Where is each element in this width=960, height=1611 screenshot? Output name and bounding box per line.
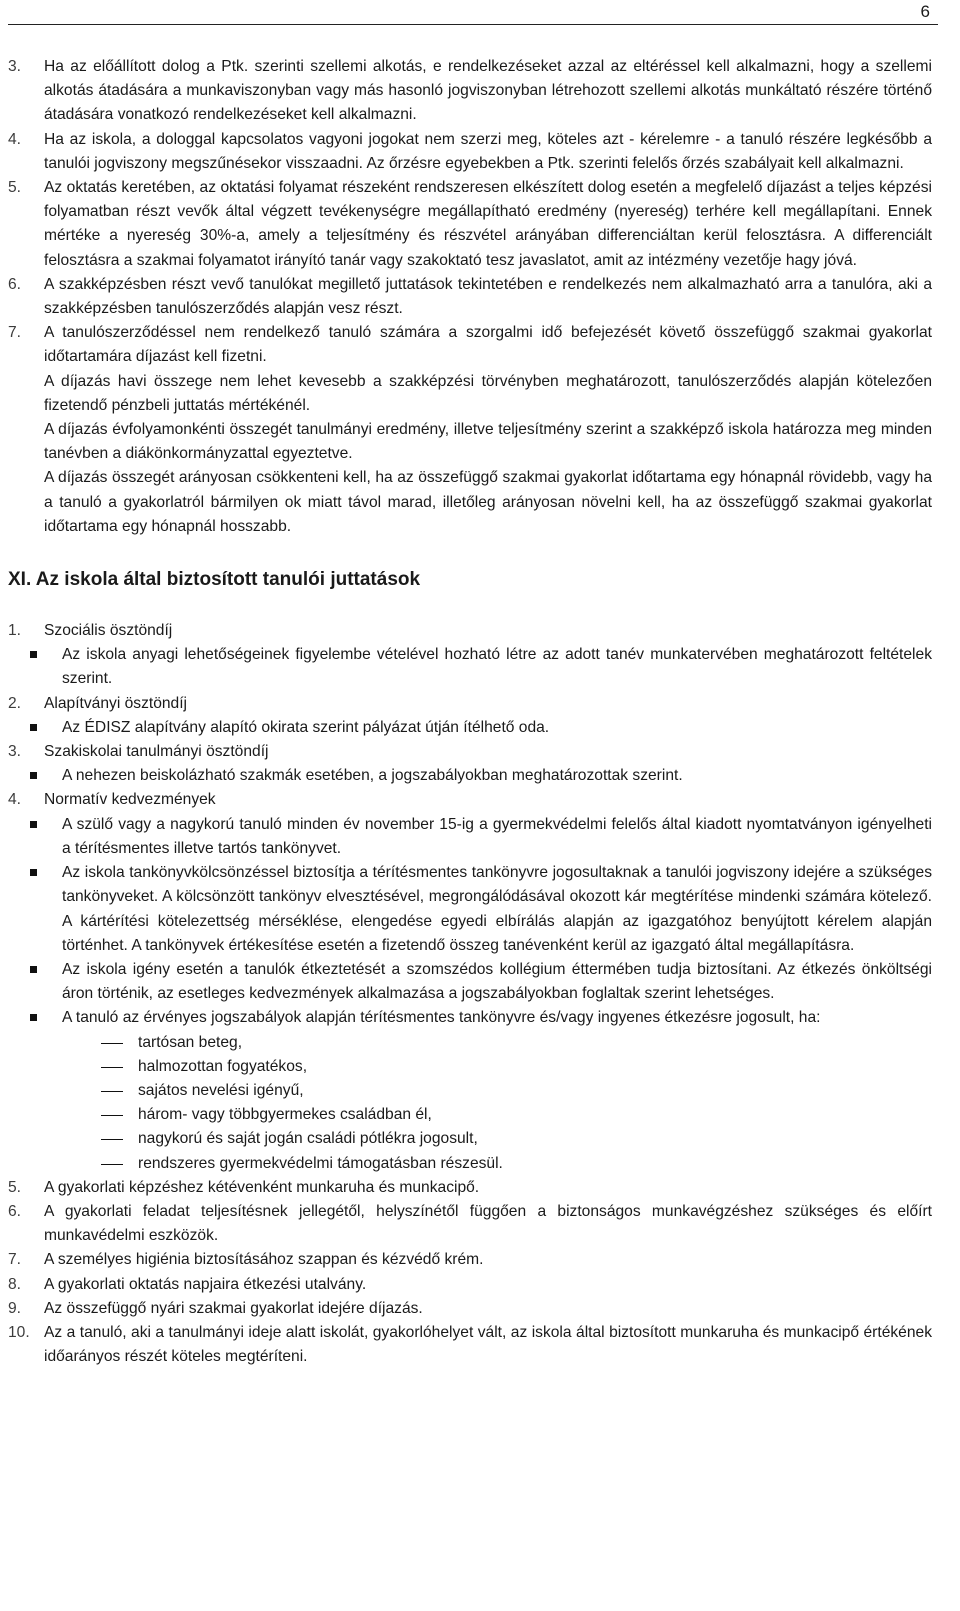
item-text: Az a tanuló, aki a tanulmányi ideje alatt iskolát, gyakorlóhelyet vált, az iskola által biztosított munkaruha és munkacipő értékének időarányos részét köteles megtéríteni. xyxy=(44,1323,932,1366)
dash-item xyxy=(8,1079,932,1103)
item-number: 4. xyxy=(8,791,22,809)
dash-text: három- vagy többgyermekes családban él, xyxy=(138,1106,432,1124)
item-number: 6. xyxy=(8,275,22,293)
item-text: A gyakorlati feladat teljesítésnek jellegétől, helyszínétől függően a biztonságos munkavégzéshez szükséges és előírt munkavédelmi eszközök. xyxy=(44,1202,932,1245)
item-text: A személyes higiénia biztosításához szappan és kézvédő krém. xyxy=(44,1251,484,1269)
dash-icon xyxy=(8,1103,138,1127)
item-title: Szociális ösztöndíj xyxy=(44,622,173,640)
benefits-list xyxy=(8,619,932,1369)
item-number: 10. xyxy=(8,1323,30,1341)
page-number: 6 xyxy=(920,2,930,21)
item-number: 4. xyxy=(8,130,22,148)
dash-icon xyxy=(8,1152,138,1176)
list-item xyxy=(8,788,932,812)
item-number: 3. xyxy=(8,58,22,75)
section-title: XI. Az iskola által biztosított tanulói juttatások xyxy=(8,569,421,591)
dash-icon xyxy=(8,1079,138,1103)
item-title: Normatív kedvezmények xyxy=(44,791,216,809)
bullet-text: A tanuló az érvényes jogszabályok alapján térítésmentes tankönyvre és/vagy ingyenes étkezésre jogosult, ha: xyxy=(62,1009,821,1027)
item-text: A gyakorlati oktatás napjaira étkezési utalvány. xyxy=(44,1275,367,1293)
item-text: Ha az iskola, a dologgal kapcsolatos vagyoni jogokat nem szerzi meg, köteles azt - kérelemre - a tanuló részére legkésőbb a tanulói jogviszony megszűnésekor visszaadni. Az őrzésre egyebekben a Ptk. szerinti felelős őrzés szabályait kell alkalmazni. xyxy=(44,130,932,172)
item-title: Alapítványi ösztöndíj xyxy=(44,694,188,712)
dash-item xyxy=(8,1152,932,1176)
list-item xyxy=(8,1248,932,1272)
list-item xyxy=(8,273,932,321)
dash-text: nagykorú és saját jogán családi pótlékra jogosult, xyxy=(138,1130,478,1148)
item-number: 5. xyxy=(8,179,22,197)
square-bullet-icon xyxy=(8,764,62,788)
item-number: 7. xyxy=(8,1251,22,1269)
list-item xyxy=(8,1273,932,1297)
bullet-item xyxy=(8,861,932,958)
dash-text: tartósan beteg, xyxy=(138,1033,243,1051)
bullet-item xyxy=(8,764,932,788)
square-bullet-icon xyxy=(8,643,62,667)
dash-item xyxy=(8,1055,932,1079)
bullet-text: Az iskola tankönyvkölcsönzéssel biztosítja a térítésmentes tankönyvre jogosultaknak a tanulói jogviszony idejére a szükséges tankönyveket. A kölcsönzött tankönyv elvesztésével, megrongálódásával okozott kár megtérítése mindenki számára kötelező. A kártérítési kötelezettség mérséklése, elengedése egyedi elbírálás alapján az igazgatóhoz benyújtott kérelem alapján történhet. A tankönyvek értékesítése esetén a fizetendő összeg tanévenként kerül az igazgató által megállapításra. xyxy=(62,864,932,954)
list-item xyxy=(8,1321,932,1369)
item-number: 3. xyxy=(8,743,22,761)
item-number: 2. xyxy=(8,694,22,712)
item-number: 7. xyxy=(8,324,22,342)
item-number: 6. xyxy=(8,1202,22,1220)
item-text: Ha az előállított dolog a Ptk. szerinti szellemi alkotás, e rendelkezéseket azzal az eltéréssel kell alkalmazni, hogy a szellemi alkotás átadására a munkaviszonyban vagy más hasonló jogviszonyban létrehozott szellemi alkotás munkáltató részére történő átadására vonatkozó rendelkezéseket kell alkalmazni. xyxy=(44,58,932,124)
item-text: A tanulószerződéssel nem rendelkező tanuló számára a szorgalmi idő befejezését követő összefüggő szakmai gyakorlat időtartamára díjazást kell fizetni. xyxy=(44,324,932,366)
item-number: 1. xyxy=(8,622,22,640)
list-item xyxy=(8,619,932,643)
dash-icon xyxy=(8,1031,138,1055)
list-item xyxy=(8,55,932,128)
bullet-text: Az iskola igény esetén a tanulók étkeztetését a szomszédos kollégium éttermében tudja biztosítani. Az étkezés önköltségi áron történik, az esetleges kedvezmények alkalmazása a jogszabályokban foglaltak szerint lehetséges. xyxy=(62,960,932,1003)
dash-item xyxy=(8,1031,932,1055)
list-item xyxy=(8,1297,932,1321)
dash-text: sajátos nevelési igényű, xyxy=(138,1081,304,1099)
item-number: 9. xyxy=(8,1299,22,1317)
bullet-text: Az ÉDISZ alapítvány alapító okirata szerint pályázat útján ítélhető oda. xyxy=(62,718,550,736)
item-paragraph: A díjazás évfolyamonkénti összegét tanulmányi eredmény, illetve teljesítmény szerint a szakképző iskola határozza meg minden tanévben a diákönkormányzattal egyeztetve. xyxy=(44,421,932,463)
bullet-item xyxy=(8,1006,932,1030)
item-text: Az oktatás keretében, az oktatási folyamat részeként rendszeresen elkészített dolog esetén a megfelelő díjazást a teljes képzési folyamatban részt vevők által végzett tevékenységre megállapítható eredmény (nyereség) terhére kell megállapítani. Ennek mértéke a nyereség 30%-a, amely a teljesítmény és részvétel arányában differenciáltan kerül felosztásra. A differenciált felosztásra a szakmai folyamatot irányító tanár vagy szakoktató tesz javaslatot, amit az intézmény vezetője hagy jóvá. xyxy=(44,179,932,269)
bullet-item xyxy=(8,958,932,1006)
list-item xyxy=(8,128,932,176)
dash-item xyxy=(8,1127,932,1151)
list-item xyxy=(8,321,932,539)
list-item xyxy=(8,1176,932,1200)
list-item xyxy=(8,1200,932,1248)
list-item xyxy=(8,692,932,716)
bullet-item xyxy=(8,716,932,740)
dash-text: halmozottan fogyatékos, xyxy=(138,1057,308,1075)
item-number: 8. xyxy=(8,1275,22,1293)
item-title: Szakiskolai tanulmányi ösztöndíj xyxy=(44,743,269,761)
square-bullet-icon xyxy=(8,861,62,885)
item-paragraph: A díjazás összegét arányosan csökkenteni kell, ha az összefüggő szakmai gyakorlat időtartama egy hónapnál rövidebb, vagy ha a tanuló a gyakorlatról bármilyen ok miatt távol marad, illetőleg arányosan növelni kell, ha az összefüggő szakmai gyakorlat időtartama egy hónapnál hosszabb. xyxy=(44,469,932,535)
bullet-item xyxy=(8,813,932,861)
square-bullet-icon xyxy=(8,1006,62,1030)
item-text: A szakképzésben részt vevő tanulókat megillető juttatások tekintetében e rendelkezés nem alkalmazható arra a tanulóra, aki a szakképzésben tanulószerződés alapján vesz részt. xyxy=(44,275,932,318)
list-item xyxy=(8,176,932,273)
document-body xyxy=(8,55,932,1369)
header-rule xyxy=(8,24,938,25)
square-bullet-icon xyxy=(8,958,62,982)
square-bullet-icon xyxy=(8,813,62,837)
square-bullet-icon xyxy=(8,716,62,740)
bullet-text: A szülő vagy a nagykorú tanuló minden év november 15-ig a gyermekvédelmi felelős által kiadott nyomtatványon igényelheti a térítésmentes illetve tartós tankönyvet. xyxy=(62,815,932,857)
bullet-text: A nehezen beiskolázható szakmák esetében, a jogszabályokban meghatározottak szerint. xyxy=(62,767,683,785)
bullet-text: Az iskola anyagi lehetőségeinek figyelembe vételével hozható létre az adott tanév munkatervében meghatározott feltételek szerint. xyxy=(62,646,932,688)
item-number: 5. xyxy=(8,1178,22,1196)
dash-icon xyxy=(8,1127,138,1151)
item-text: A gyakorlati képzéshez kétévenként munkaruha és munkacipő. xyxy=(44,1178,480,1196)
item-text: Az összefüggő nyári szakmai gyakorlat idejére díjazás. xyxy=(44,1299,423,1317)
item-paragraph: A díjazás havi összege nem lehet kevesebb a szakképzési törvényben meghatározott, tanulószerződés alapján kötelezően fizetendő pénzbeli juttatás mértékénél. xyxy=(44,372,932,414)
dash-icon xyxy=(8,1055,138,1079)
dash-item xyxy=(8,1103,932,1127)
bullet-item xyxy=(8,643,932,691)
dash-text: rendszeres gyermekvédelmi támogatásban részesül. xyxy=(138,1154,503,1172)
list-item xyxy=(8,740,932,764)
